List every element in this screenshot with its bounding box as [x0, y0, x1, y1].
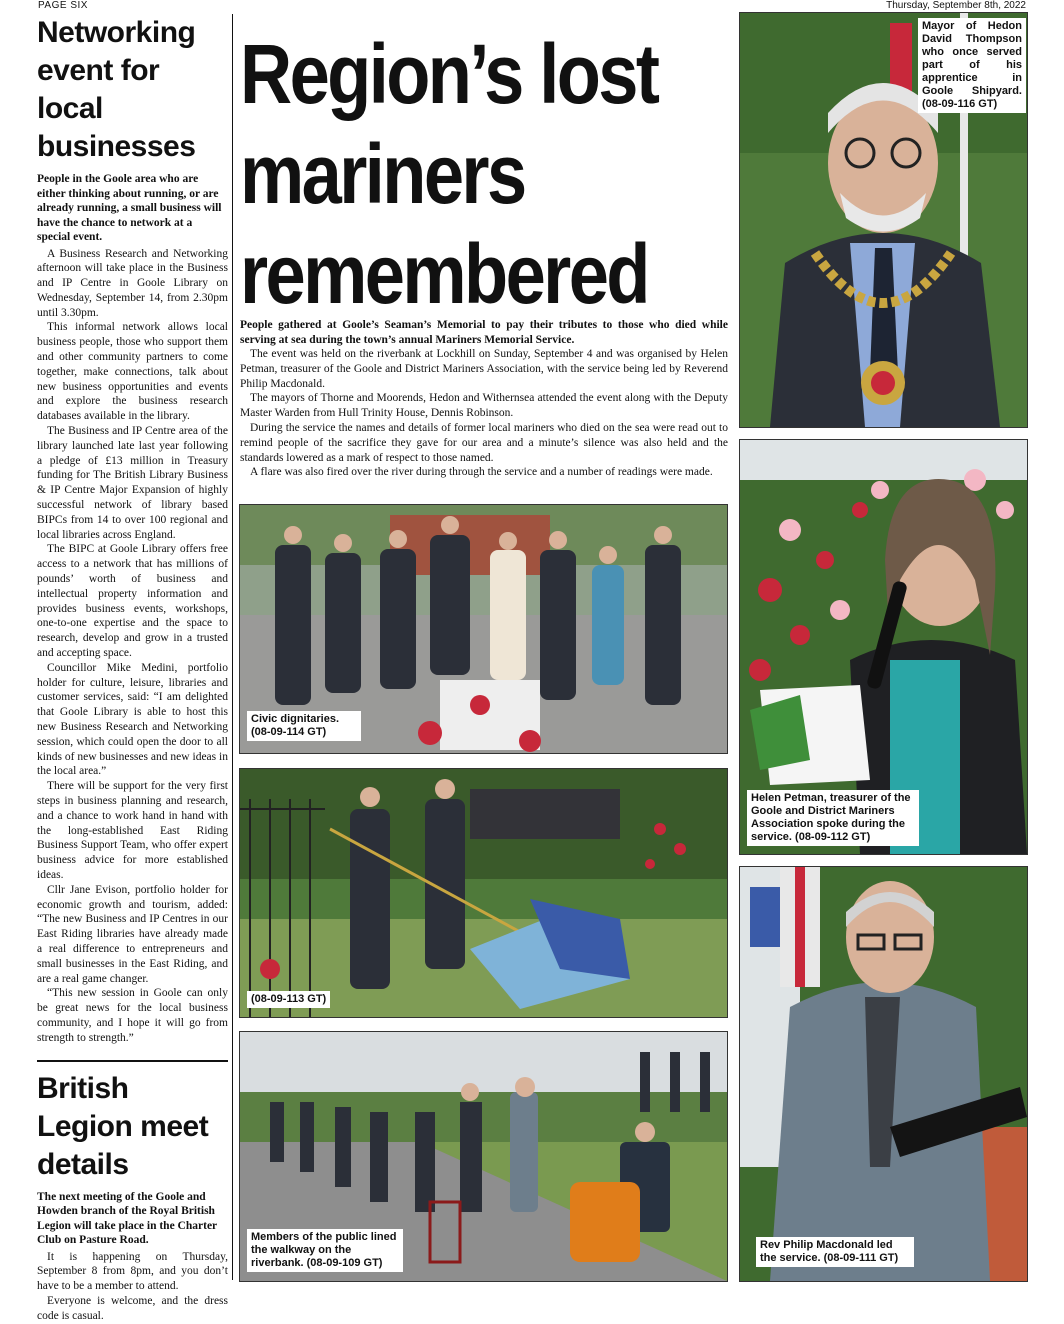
- main-intro: People gathered at Goole’s Seaman’s Memorial to pay their tributes to those who died while serving at sea during the town’s annual Mariners Memorial Service.: [240, 319, 728, 346]
- standards-caption: (08-09-113 GT): [247, 991, 330, 1008]
- left-column: [37, 14, 228, 1324]
- legion-paragraph: It is happening on Thursday, September 8 from 8pm, and you don’t have to be a member to attend.: [37, 1250, 228, 1293]
- main-paragraph: A flare was also fired over the river during through the service and a number of readings were made.: [250, 466, 713, 479]
- networking-paragraph: Councillor Mike Medini, portfolio holder for culture, leisure, libraries and customer services, said: “I am delighted that Goole Library is able to host this new Business Research and Networking session, which could open the door to all kinds of new businesses and new ideas in the local area.”: [37, 661, 228, 778]
- networking-headline: Networking event for local businesses: [37, 16, 196, 163]
- civic-caption: Civic dignitaries. (08-09-114 GT): [247, 711, 361, 741]
- legion-headline: British Legion meet details: [37, 1071, 209, 1181]
- philip-caption: Rev Philip Macdonald led the service. (08-09-111 GT): [756, 1237, 914, 1267]
- main-story: [240, 318, 728, 480]
- philip-photo: [739, 866, 1028, 1282]
- networking-intro: People in the Goole area who are either thinking about running, or are already running, a small business will have the chance to network at a special event.: [37, 173, 222, 243]
- networking-paragraph: “This new session in Goole can only be great news for the local business community, and I hope it will go from strength to strength.”: [37, 987, 228, 1044]
- networking-paragraph: Cllr Jane Evison, portfolio holder for economic growth and tourism, added: “The new Business and IP Centres in our East Riding libraries have already made a real difference to entrepreneurs and small businesses in the East Riding, and are a real game changer.: [37, 883, 228, 985]
- networking-paragraph: A Business Research and Networking afternoon will take place in the Business and IP Centre in Goole Library on Wednesday, September 14, from 2.30pm until 3.30pm.: [37, 247, 228, 319]
- main-headline: Region’s lost mariners remembered: [240, 27, 658, 321]
- section-divider: [37, 1060, 228, 1062]
- issue-date: Thursday, September 8th, 2022: [886, 0, 1026, 11]
- networking-paragraph: There will be support for the very first steps in business planning and research, and a chance to work hand in hand with the long-established East Riding Business Support Team, who offer expert business advice for more established ideas.: [37, 780, 228, 881]
- helen-caption: Helen Petman, treasurer of the Goole and District Mariners Association spoke during the service. (08-09-112 GT): [747, 790, 919, 846]
- main-paragraph: The mayors of Thorne and Moorends, Hedon and Withernsea attended the event along with the Deputy Master Warden from Hull Trinity House, Dennis Robinson.: [240, 392, 728, 420]
- column-rule: [232, 14, 233, 1280]
- page-number: PAGE SIX: [38, 0, 88, 11]
- main-paragraph: During the service the names and details of former local mariners who died on the sea were read out to remind people of the sacrifice they gave for our area and a minute’s silence was also held and the standards lowered as a mark of respect to those named.: [240, 421, 728, 464]
- networking-paragraph: This informal network allows local business people, those who support them and other community partners to come together, make connections, talk about new business opportunities and events and explore the business research databases available in the library.: [37, 321, 228, 423]
- public-caption: Members of the public lined the walkway on the riverbank. (08-09-109 GT): [247, 1229, 403, 1272]
- main-paragraph: The event was held on the riverbank at Lockhill on Sunday, September 4 and was organised by Helen Petman, treasurer of the Goole and District Mariners Association, with the service being led by Reverend Philip Macdonald.: [240, 348, 728, 390]
- networking-paragraph: The Business and IP Centre area of the library launched late last year following a pledge of £13 million in Treasury funding for The British Library Business & IP Centre Major Expansion of highly successful network of library based BIPCs from 14 to over 100 regional and local libraries across England.: [37, 425, 228, 541]
- standards-photo: [239, 768, 728, 1018]
- legion-intro: The next meeting of the Goole and Howden branch of the Royal British Legion will take place in the Charter Club on Pasture Road.: [37, 1190, 217, 1247]
- mayor-caption: Mayor of Hedon David Thompson who once served part of his apprentice in Goole Shipyard. (08-09-116 GT): [918, 18, 1026, 113]
- legion-paragraph: Everyone is welcome, and the dress code is casual.: [37, 1294, 228, 1322]
- networking-paragraph: The BIPC at Goole Library offers free access to a network that has millions of pounds’ worth of business and intellectual property information and provides business events, workshops, one-to-one expertise and the space to research, develop and grow in a trusted and accepting space.: [37, 543, 228, 660]
